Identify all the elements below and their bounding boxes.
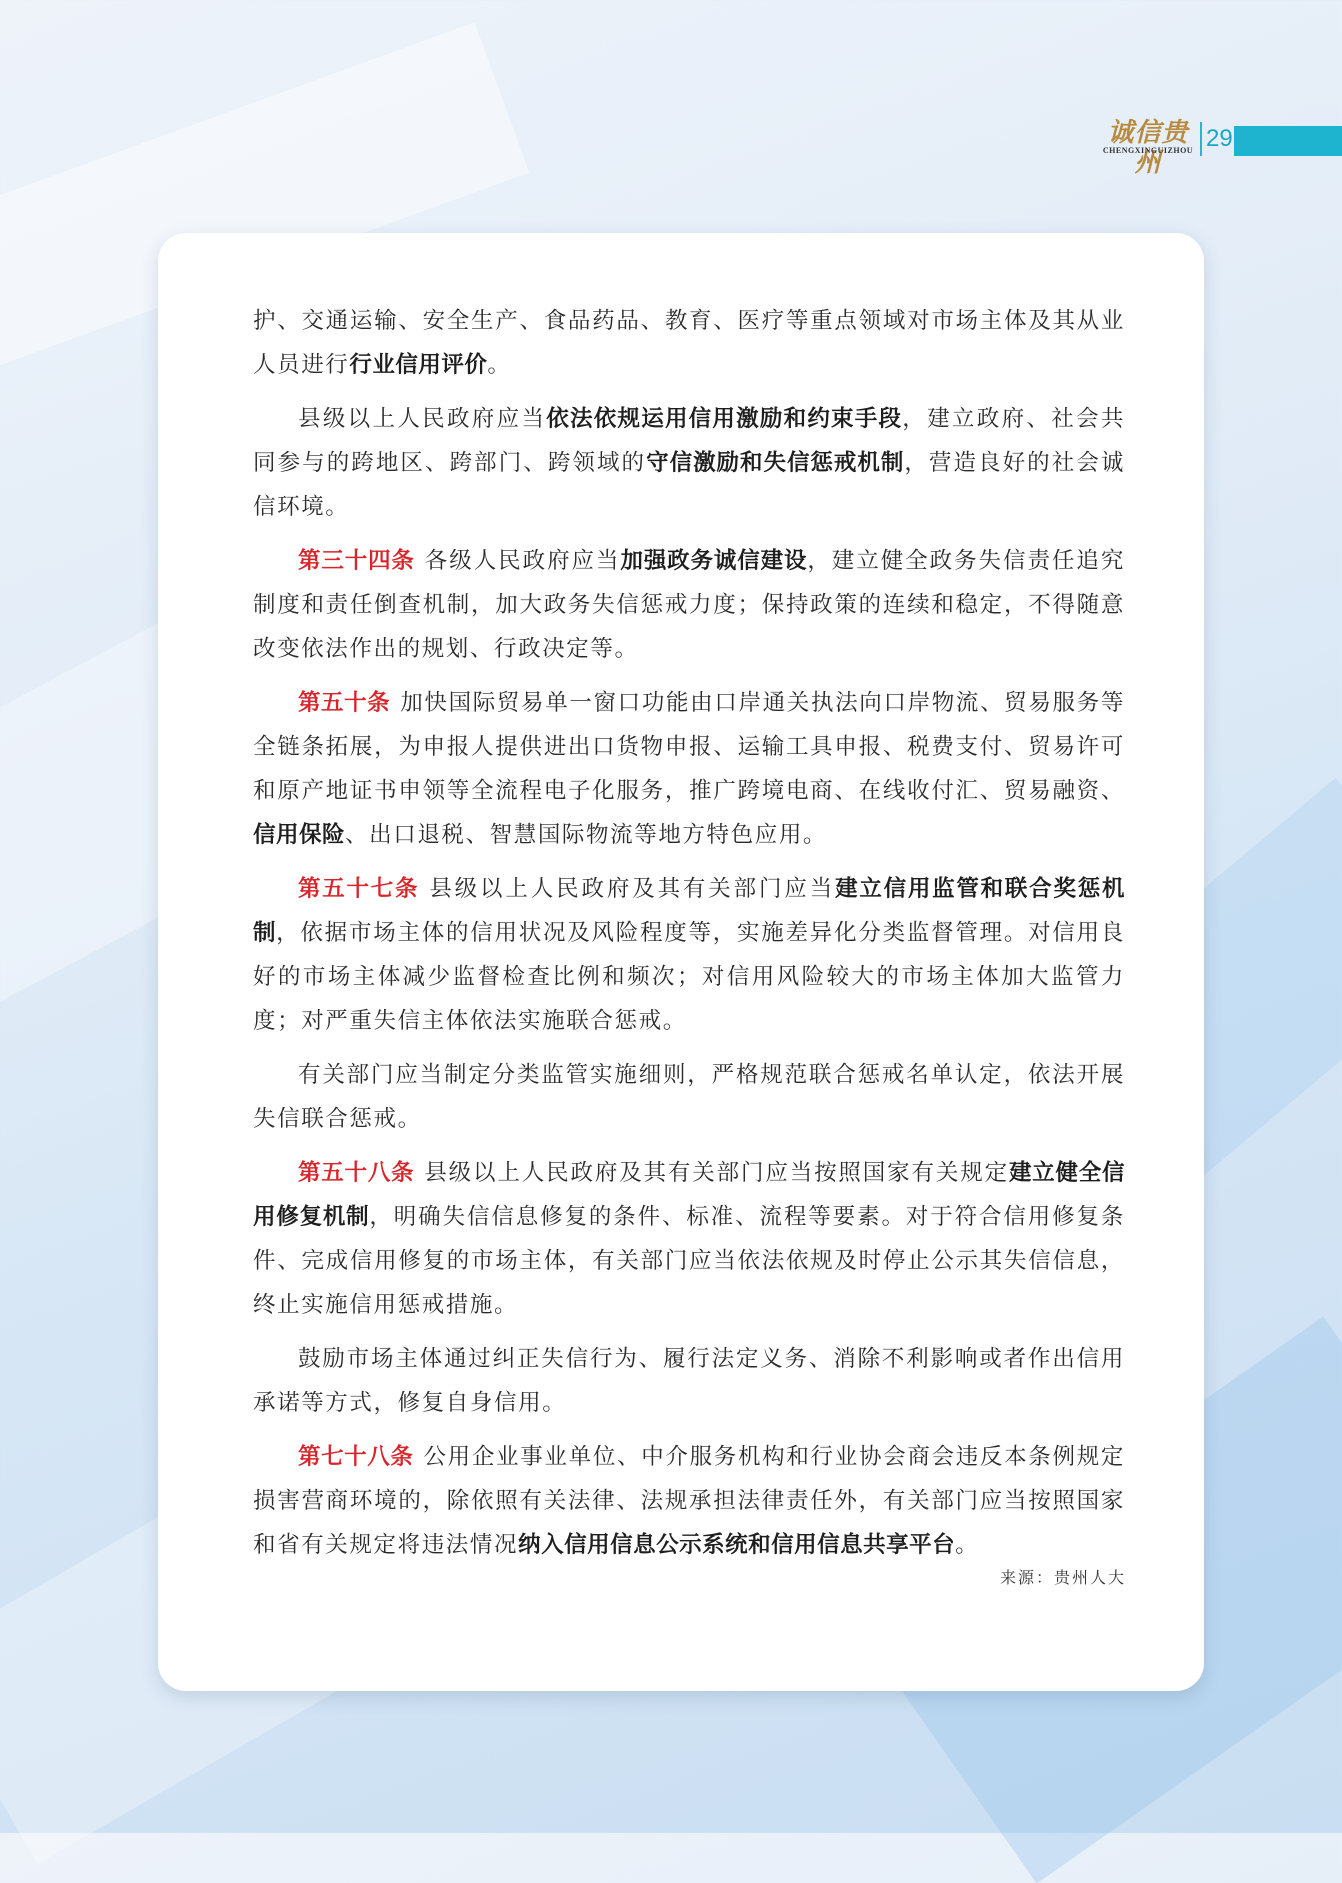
- body-text: 县级以上人民政府及其有关部门应当: [429, 876, 836, 902]
- emphasis-text: 建立健全信用修复机制: [253, 1160, 1125, 1230]
- article-number: 第七十八条: [298, 1444, 414, 1470]
- page-number: 29: [1206, 125, 1233, 152]
- body-text: 。: [955, 1532, 980, 1558]
- article-number: 第三十四条: [298, 548, 415, 574]
- body-text: 各级人民政府应当: [424, 548, 621, 574]
- article-number: 第五十条: [298, 690, 391, 716]
- article-number: 第五十八条: [298, 1160, 415, 1186]
- body-text: ，建立政府、社会共同参与的跨地区、跨部门、跨领域的: [253, 406, 1125, 476]
- emphasis-text: 守信激励和失信惩戒机制: [646, 450, 905, 476]
- paragraph: [253, 299, 1125, 387]
- page-accent-bar: [1234, 126, 1342, 156]
- header-divider: [1200, 122, 1202, 156]
- paragraph: [253, 867, 1125, 1043]
- body-text: 、出口退税、智慧国际物流等地方特色应用。: [345, 822, 828, 848]
- article-body: [253, 299, 1125, 1577]
- paragraph: [253, 397, 1125, 529]
- paragraph: [253, 1151, 1125, 1327]
- body-text: 县级以上人民政府应当: [298, 406, 547, 432]
- body-text: 护、交通运输、安全生产、食品药品、教育、医疗等重点领域对市场主体及其从业人员进行: [253, 308, 1125, 378]
- body-text: 县级以上人民政府及其有关部门应当按照国家有关规定: [424, 1160, 1009, 1186]
- article-number: 第五十七条: [298, 876, 420, 902]
- body-text: ，依据市场主体的信用状况及风险程度等，实施差异化分类监督管理。对信用良好的市场主体减少监督检查比例和频次；对信用风险较大的市场主体加大监管力度；对严重失信主体依法实施联合惩戒。: [253, 920, 1125, 1034]
- emphasis-text: 行业信用评价: [349, 352, 488, 378]
- body-text: 公用企业事业单位、中介服务机构和行业协会商会违反本条例规定损害营商环境的，除依照有关法律、法规承担法律责任外，有关部门应当按照国家和省有关规定将违法情况: [253, 1444, 1125, 1558]
- emphasis-text: 依法依规运用信用激励和约束手段: [546, 406, 903, 432]
- logo-chinese-text: 诚信贵州: [1107, 118, 1189, 178]
- magazine-logo: [1098, 118, 1198, 178]
- paragraph: [253, 1053, 1125, 1141]
- emphasis-text: 纳入信用信息公示系统和信用信息共享平台: [518, 1532, 956, 1558]
- body-text: 。: [487, 352, 512, 378]
- paragraph: [253, 681, 1125, 857]
- logo-english-text: CHENGXINGUIZHOU: [1102, 146, 1194, 155]
- emphasis-text: 加强政务诚信建设: [620, 548, 808, 574]
- body-text: 加快国际贸易单一窗口功能由口岸通关执法向口岸物流、贸易服务等全链条拓展，为申报人提供进出口货物申报、运输工具申报、税费支付、贸易许可和原产地证书申领等全流程电子化服务，推广跨境电商、在线收付汇、贸易融资、: [253, 690, 1125, 804]
- body-text: 有关部门应当制定分类监管实施细则，严格规范联合惩戒名单认定，依法开展失信联合惩戒。: [253, 1062, 1125, 1132]
- body-text: ，营造良好的社会诚信环境。: [253, 450, 1125, 520]
- paragraph: [253, 1337, 1125, 1425]
- source-credit: 来源：贵州人大: [999, 1568, 1126, 1587]
- body-text: ，建立健全政务失信责任追究制度和责任倒查机制，加大政务失信惩戒力度；保持政策的连续和稳定，不得随意改变依法作出的规划、行政决定等。: [253, 548, 1125, 662]
- page-header: [1090, 118, 1342, 178]
- paragraph: [253, 539, 1125, 671]
- emphasis-text: 信用保险: [253, 822, 346, 848]
- body-text: ，明确失信信息修复的条件、标准、流程等要素。对于符合信用修复条件、完成信用修复的市场主体，有关部门应当依法依规及时停止公示其失信信息，终止实施信用惩戒措施。: [253, 1204, 1125, 1318]
- paragraph: [253, 1435, 1125, 1567]
- emphasis-text: 建立信用监管和联合奖惩机制: [253, 876, 1125, 946]
- content-card: [158, 233, 1204, 1691]
- body-text: 鼓励市场主体通过纠正失信行为、履行法定义务、消除不利影响或者作出信用承诺等方式，修复自身信用。: [253, 1346, 1125, 1416]
